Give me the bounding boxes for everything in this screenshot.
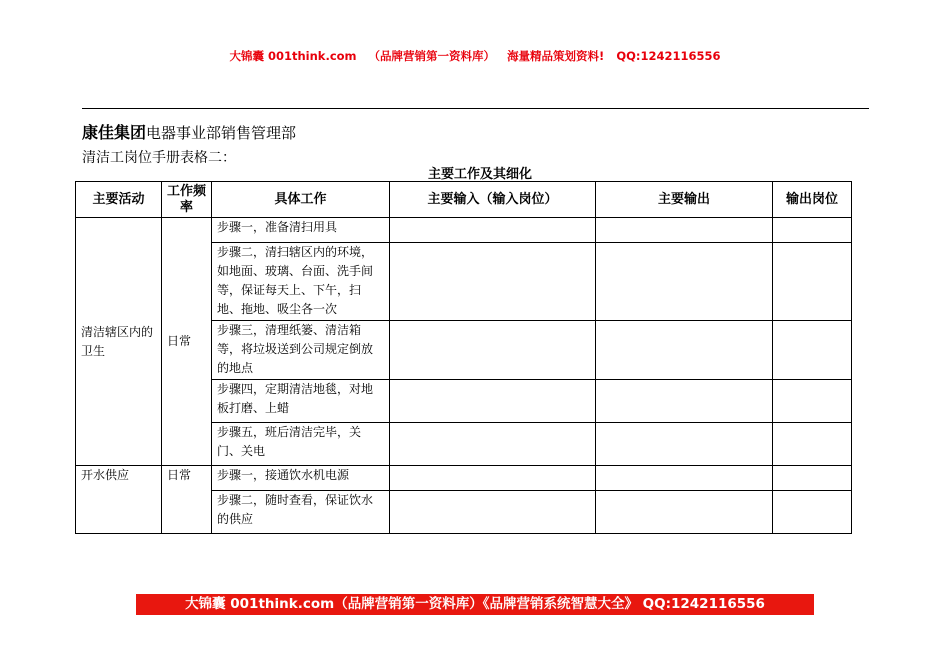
output-post-cell [773, 466, 852, 491]
activity-cell: 清洁辖区内的卫生 [76, 218, 162, 466]
footer-banner: 大锦囊 001think.com（品牌营销第一资料库）《品牌营销系统智慧大全》 QQ:1242116556 [136, 594, 814, 615]
header-tagline: （品牌营销第一资料库） [368, 49, 496, 63]
header-brand: 大锦囊 001think.com [229, 49, 357, 63]
output-cell [596, 243, 773, 321]
output-post-cell [773, 243, 852, 321]
output-cell [596, 321, 773, 380]
output-post-cell [773, 491, 852, 534]
company-line [82, 120, 296, 143]
output-cell [596, 491, 773, 534]
task-cell: 步骤一，接通饮水机电源 [212, 466, 390, 491]
department-name: 电器事业部销售管理部 [146, 124, 297, 142]
output-post-cell [773, 218, 852, 243]
form-title: 清洁工岗位手册表格二： [82, 150, 236, 166]
input-cell [390, 491, 596, 534]
header-contact: QQ:1242116556 [616, 49, 721, 63]
header-divider [82, 108, 869, 109]
frequency-cell: 日常 [162, 218, 212, 466]
task-cell: 步骤三，清理纸篓、清洁箱等，将垃圾送到公司规定倒放的地点 [212, 321, 390, 380]
task-cell: 步骤一，准备清扫用具 [212, 218, 390, 243]
input-cell [390, 218, 596, 243]
output-cell [596, 218, 773, 243]
header-slogan: 海量精品策划资料! [507, 49, 605, 63]
table-row [76, 218, 852, 243]
header-frequency: 工作频率 [162, 182, 212, 218]
output-cell [596, 380, 773, 423]
output-post-cell [773, 380, 852, 423]
task-cell: 步骤五，班后清洁完毕，关门、关电 [212, 423, 390, 466]
header-output-post: 输出岗位 [773, 182, 852, 218]
work-table [75, 181, 852, 534]
header-activity: 主要活动 [76, 182, 162, 218]
table-row [76, 466, 852, 491]
task-cell: 步骤二，随时查看，保证饮水的供应 [212, 491, 390, 534]
header-task: 具体工作 [212, 182, 390, 218]
header-output: 主要输出 [596, 182, 773, 218]
input-cell [390, 243, 596, 321]
input-cell [390, 321, 596, 380]
table-title: 主要工作及其细化 [427, 167, 532, 182]
header-input: 主要输入（输入岗位） [390, 182, 596, 218]
output-cell [596, 423, 773, 466]
output-cell [596, 466, 773, 491]
task-cell: 步骤二，清扫辖区内的环境，如地面、玻璃、台面、洗手间等，保证每天上、下午，扫地、拖地、吸尘各一次 [212, 243, 390, 321]
output-post-cell [773, 423, 852, 466]
task-cell: 步骤四，定期清洁地毯，对地板打磨、上蜡 [212, 380, 390, 423]
input-cell [390, 423, 596, 466]
company-name: 康佳集团 [82, 123, 147, 142]
output-post-cell [773, 321, 852, 380]
frequency-cell: 日常 [162, 466, 212, 534]
input-cell [390, 466, 596, 491]
table-header-row [76, 182, 852, 218]
activity-cell: 开水供应 [76, 466, 162, 534]
input-cell [390, 380, 596, 423]
header-banner [0, 48, 950, 64]
